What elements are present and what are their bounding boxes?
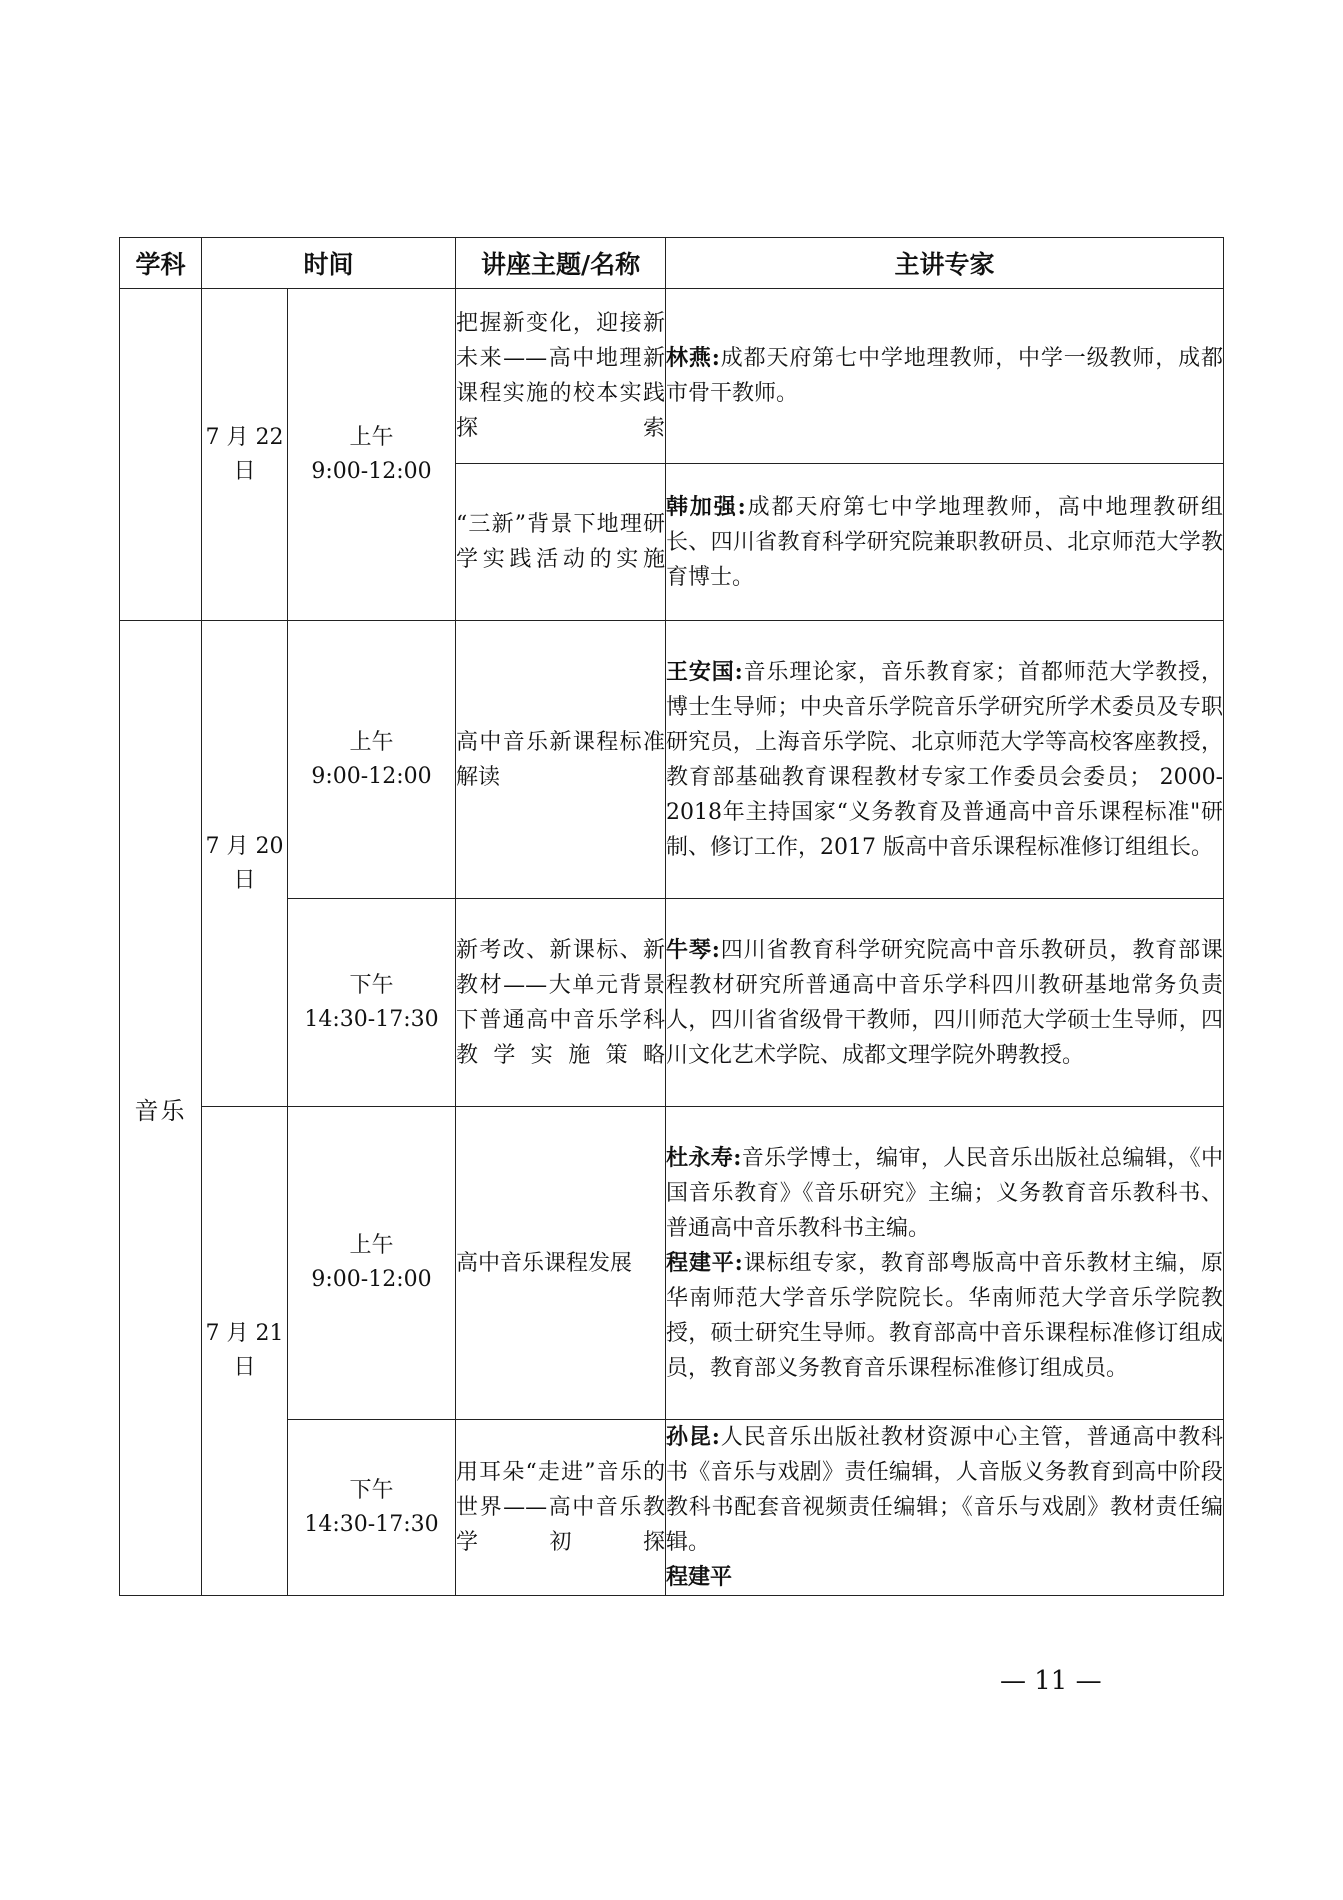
header-expert: 主讲专家	[666, 238, 1224, 289]
expert-bio: 四川省教育科学研究院高中音乐教研员，教育部课程教材研究所普通高中音乐学科四川教研基地常务负责人，四川省省级骨干教师，四川师范大学硕士生导师，四川文化艺术学院、成都文理学院外聘教授。	[666, 937, 1224, 1068]
subject-cell-blank	[120, 289, 202, 621]
expert-bio: 音乐学博士，编审，人民音乐出版社总编辑，《中国音乐教育》《音乐研究》主编；义务教育音乐教科书、普通高中音乐教科书主编。	[666, 1145, 1224, 1241]
expert-bio: 人民音乐出版社教材资源中心主管，普通高中教科书《音乐与戏剧》责任编辑，人音版义务教育到高中阶段教科书配套音视频责任编辑；《音乐与戏剧》教材责任编辑。	[666, 1425, 1224, 1555]
slot-time: 9:00-12:00	[311, 1267, 432, 1292]
slot-label: 上午	[349, 729, 394, 755]
slot-time: 14:30-17:30	[304, 1511, 439, 1537]
slot-label: 上午	[349, 424, 394, 450]
expert-name: 杜永寿:	[666, 1144, 742, 1171]
topic-cell: 高中音乐新课程标准解读	[456, 621, 666, 899]
expert-name: 韩加强:	[666, 493, 746, 520]
time-slot-cell	[288, 899, 456, 1107]
header-time: 时间	[202, 238, 456, 289]
time-slot-cell	[288, 289, 456, 621]
slot-label: 下午	[349, 972, 394, 998]
expert-bio: 课标组专家，教育部粤版高中音乐教材主编，原华南师范大学音乐学院院长。华南师范大学音乐学院教授，硕士研究生导师。教育部高中音乐课程标准修订组成员，教育部义务教育音乐课程标准修订组成员。	[666, 1250, 1224, 1381]
expert-name: 孙昆:	[666, 1424, 720, 1450]
table-row	[120, 1107, 1224, 1420]
expert-name: 林燕:	[666, 345, 720, 371]
page-number: — 11 —	[1000, 1666, 1102, 1696]
expert-bio: 音乐理论家，音乐教育家；首都师范大学教授，博士生导师；中央音乐学院音乐学研究所学术委员及专职研究员，上海音乐学院、北京师范大学等高校客座教授，教育部基础教育课程教材专家工作委员会委员； 2000-2018年主持国家“义务教育及普通高中音乐课程标准"研制、修订工作，2017 版高中音乐课程标准修订组组长。	[666, 659, 1224, 860]
slot-time: 14:30-17:30	[304, 1006, 439, 1032]
expert-name: 牛琴:	[666, 936, 720, 963]
expert-name: 程建平	[666, 1564, 733, 1590]
topic-cell: 新考改、新课标、新教材——大单元背景下普通高中音乐学科教学实施策略	[456, 899, 666, 1107]
slot-label: 下午	[349, 1477, 394, 1503]
expert-cell	[666, 621, 1224, 899]
header-subject: 学科	[120, 238, 202, 289]
time-slot-cell	[288, 1107, 456, 1420]
slot-time: 9:00-12:00	[311, 763, 432, 789]
expert-cell	[666, 289, 1224, 464]
expert-name: 王安国:	[666, 658, 743, 685]
header-row	[120, 238, 1224, 289]
expert-name: 程建平:	[666, 1249, 743, 1276]
header-topic: 讲座主题/名称	[456, 238, 666, 289]
date-cell: 7 月 22 日	[202, 289, 288, 621]
expert-cell	[666, 464, 1224, 621]
slot-label: 上午	[349, 1233, 394, 1258]
table-row	[120, 621, 1224, 899]
expert-bio: 成都天府第七中学地理教师，中学一级教师，成都市骨干教师。	[666, 346, 1224, 406]
expert-bio: 成都天府第七中学地理教师，高中地理教研组长、四川省教育科学研究院兼职教研员、北京师范大学教育博士。	[666, 494, 1224, 590]
expert-cell	[666, 1420, 1224, 1596]
subject-cell: 音乐	[120, 621, 202, 1596]
topic-cell: “三新”背景下地理研学实践活动的实施	[456, 464, 666, 621]
schedule-table	[119, 237, 1224, 1596]
date-cell: 7 月 21 日	[202, 1107, 288, 1596]
slot-time: 9:00-12:00	[311, 458, 432, 484]
date-cell: 7 月 20 日	[202, 621, 288, 1107]
expert-cell	[666, 899, 1224, 1107]
topic-cell: 把握新变化，迎接新未来——高中地理新课程实施的校本实践探索	[456, 289, 666, 464]
expert-cell	[666, 1107, 1224, 1420]
time-slot-cell	[288, 1420, 456, 1596]
topic-cell: 高中音乐课程发展	[456, 1107, 666, 1420]
time-slot-cell	[288, 621, 456, 899]
topic-cell: 用耳朵“走进”音乐的世界——高中音乐教学初探	[456, 1420, 666, 1596]
table-row	[120, 289, 1224, 464]
